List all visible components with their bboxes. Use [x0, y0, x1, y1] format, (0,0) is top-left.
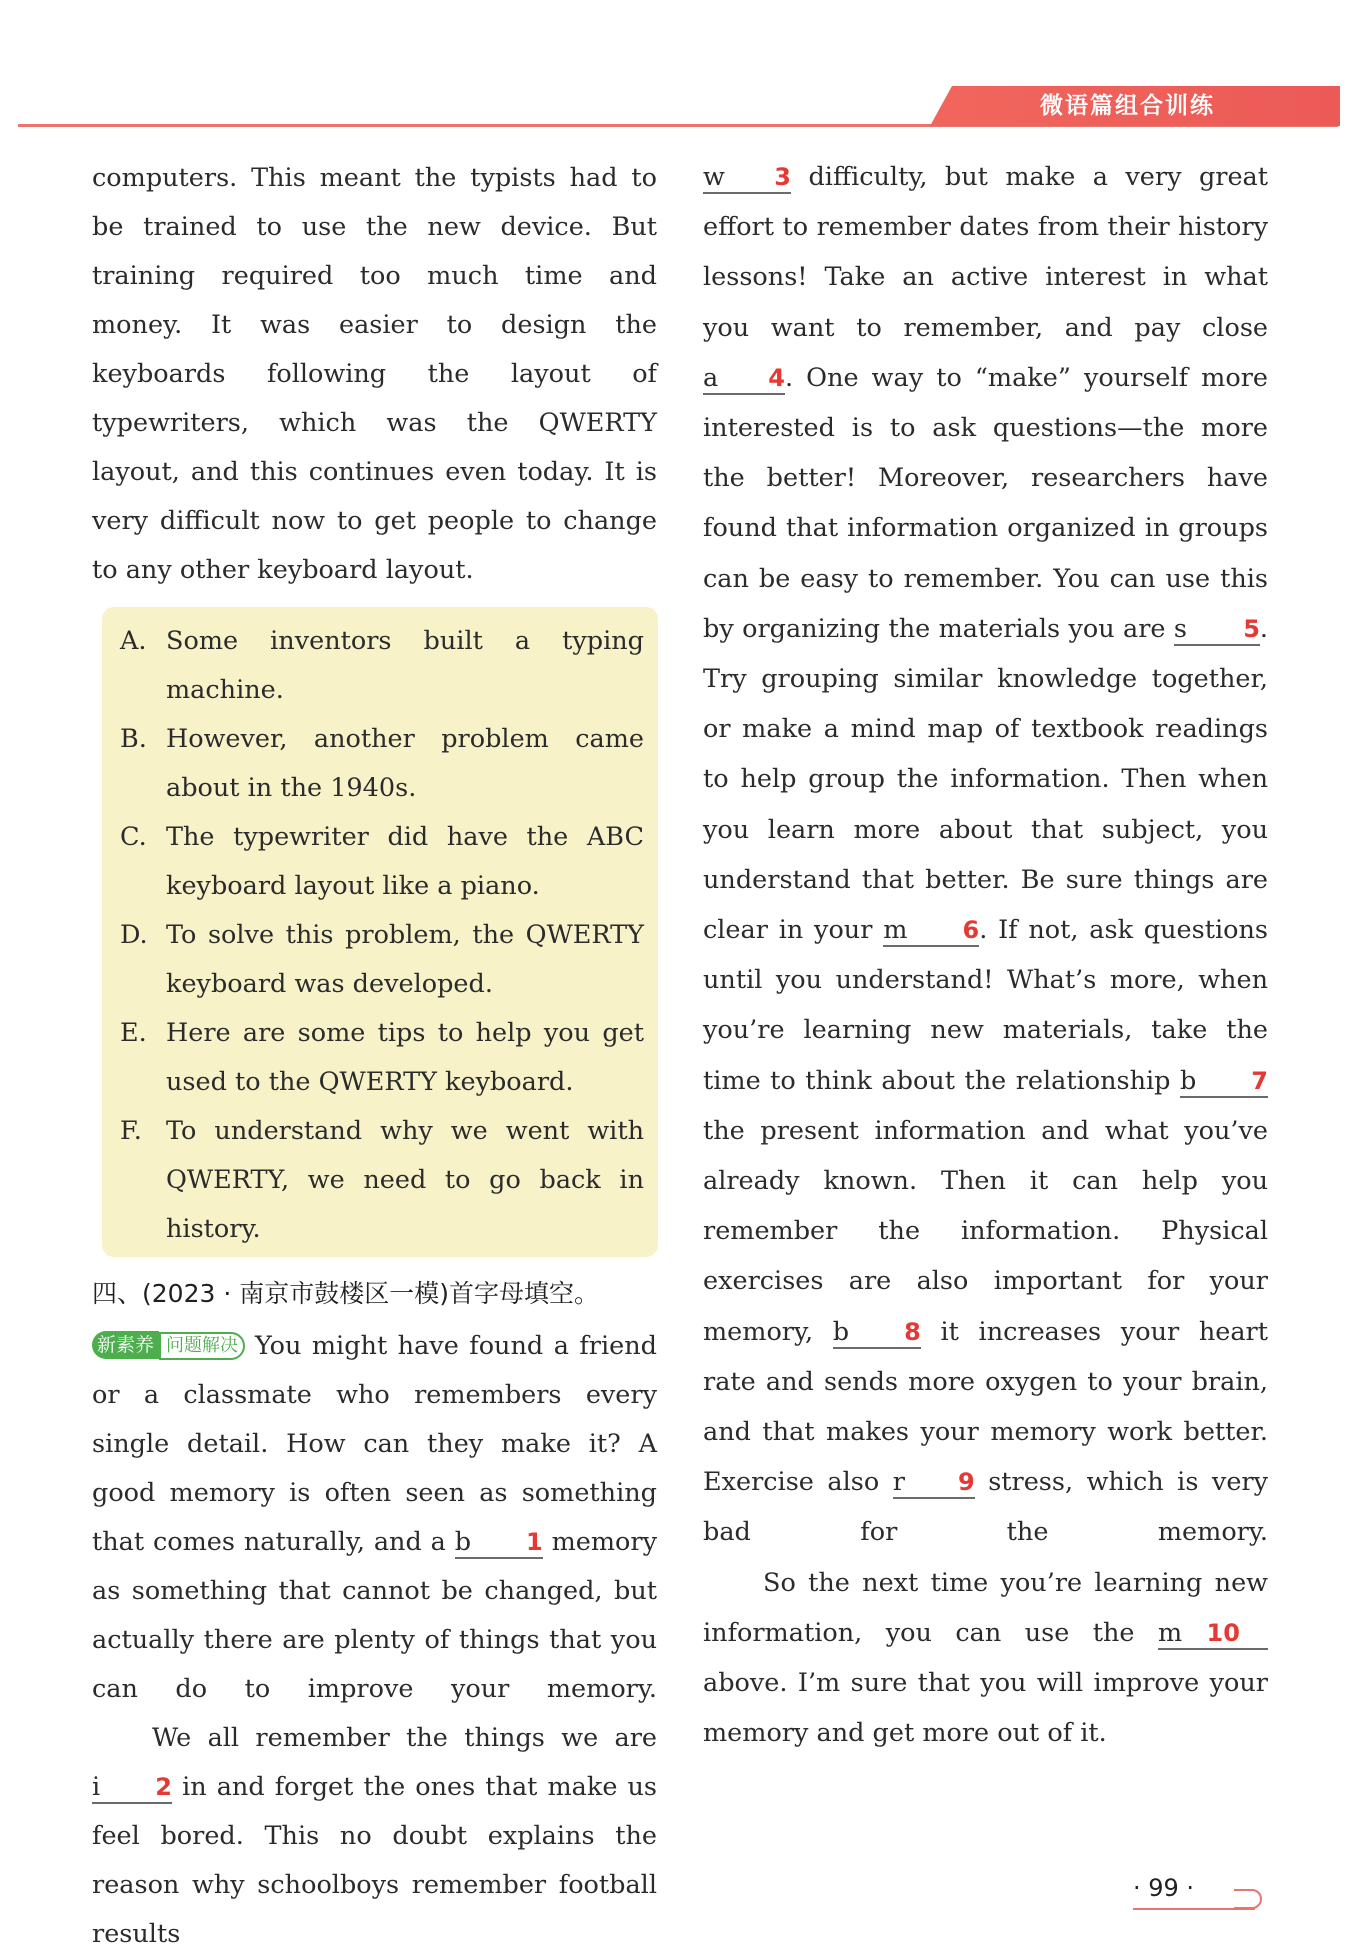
- option-letter: D.: [120, 920, 148, 950]
- page-number-text: · 99 ·: [1133, 1874, 1195, 1902]
- blank-10[interactable]: [1158, 1618, 1268, 1650]
- paragraph-1: [92, 1322, 657, 1714]
- paragraph-2-text-g: the present information and what you’ve already known. Then it can help you remember the information. Physical exercises are also important for your memory,: [703, 1115, 1268, 1347]
- option-b: [120, 715, 644, 813]
- paragraph-2-text-b: in and forget the ones that make us feel bored. This no doubt explains the reason why schoolboys remember football results: [92, 1772, 657, 1949]
- paragraph-3: [703, 1558, 1268, 1759]
- blank-number: 10: [1206, 1618, 1240, 1647]
- paragraph-2-start: [92, 1714, 657, 1959]
- passage-continued-text: computers. This meant the typists had to be trained to use the new device. But training required too much time and money. It was easier to design the keyboards following the layout of typewriters, which was the QWERTY layout, and this continues even today. It is very difficult now to get people to change to any other keyboard layout.: [92, 163, 657, 585]
- blank-8[interactable]: [833, 1317, 921, 1349]
- blank-letter: r: [892, 1467, 905, 1498]
- paragraph-2-text-a: We all remember the things we are: [152, 1723, 657, 1753]
- blank-number: 5: [1243, 614, 1260, 643]
- option-text: The typewriter did have the ABC keyboard layout like a piano.: [166, 822, 644, 901]
- blank-number: 2: [155, 1773, 172, 1801]
- passage-left: [92, 1322, 657, 1959]
- blank-number: 8: [904, 1317, 921, 1346]
- blank-letter: m: [883, 915, 908, 946]
- paragraph-2-text-e: . Try grouping similar knowledge together, or make a mind map of textbook readings to help group the information. Then when you learn more about that subject, you understand that better. Be sure things are clear in your: [703, 613, 1268, 946]
- paragraph-2-text-h: it increases your heart rate and sends more oxygen to your brain, and that makes your memory work better. Exercise also: [703, 1316, 1268, 1498]
- paragraph-1-text-a: You might have found a friend or a classmate who remembers every single detail. How can they make it? A good memory is often seen as something that comes naturally, and a: [92, 1331, 657, 1557]
- option-letter: E.: [120, 1018, 147, 1048]
- section-number: 四、: [92, 1279, 143, 1308]
- option-f: [120, 1107, 644, 1254]
- option-c: [120, 813, 644, 911]
- passage-right: [703, 152, 1268, 1759]
- blank-9[interactable]: [893, 1467, 975, 1499]
- option-d: [120, 911, 644, 1009]
- blank-number: 3: [774, 163, 791, 191]
- option-text: Here are some tips to help you get used to the QWERTY keyboard.: [166, 1018, 644, 1097]
- option-e: [120, 1009, 644, 1107]
- badge-problem-solving: 问题解决: [159, 1332, 245, 1360]
- blank-letter: w: [703, 162, 725, 192]
- blank-6[interactable]: [883, 915, 979, 947]
- left-column: [92, 154, 657, 595]
- page-corner-arc-icon: [1232, 1884, 1262, 1914]
- blank-number: 4: [768, 363, 785, 392]
- blank-5[interactable]: [1174, 614, 1260, 646]
- paragraph-3-text-b: above. I’m sure that you will improve your memory and get more out of it.: [703, 1668, 1268, 1749]
- option-text: To understand why we went with QWERTY, we need to go back in history.: [166, 1116, 644, 1244]
- option-letter: F.: [120, 1116, 142, 1146]
- option-letter: B.: [120, 724, 147, 754]
- blank-number: 1: [526, 1528, 543, 1556]
- option-text: However, another problem came about in the 1940s.: [166, 724, 644, 803]
- blank-letter: b: [1180, 1065, 1197, 1096]
- paragraph-2-text-c: difficulty, but make a very great effort to remember dates from their history lessons! Take an active interest in what you want to remember, and pay close: [703, 162, 1269, 343]
- section-source: (2023 · 南京市鼓楼区一模): [142, 1279, 449, 1308]
- blank-4[interactable]: [703, 363, 785, 395]
- blank-7[interactable]: [1180, 1066, 1268, 1098]
- paragraph-2-text-i: stress, which is very bad for the memory.: [703, 1467, 1269, 1548]
- blank-letter: s: [1173, 613, 1187, 644]
- blank-letter: i: [92, 1772, 101, 1802]
- header-title: 微语篇组合训练: [1040, 93, 1215, 119]
- blank-3[interactable]: [703, 162, 791, 194]
- blank-number: 6: [962, 916, 980, 945]
- blank-letter: a: [703, 362, 719, 393]
- blank-number: 7: [1251, 1066, 1268, 1095]
- option-text: To solve this problem, the QWERTY keyboard was developed.: [166, 920, 644, 999]
- blank-letter: b: [454, 1527, 472, 1557]
- paragraph-2-text-d: . One way to “make” yourself more interested is to ask questions—the more the better! Moreover, researchers have found that information organized in groups can be easy to remember. You can use this by organizing the materials you are: [703, 362, 1268, 644]
- option-a: [120, 617, 644, 715]
- option-text: Some inventors built a typing machine.: [166, 626, 644, 705]
- section-instruction: 首字母填空。: [449, 1279, 600, 1308]
- option-letter: C.: [120, 822, 147, 852]
- paragraph-2-continued: [703, 152, 1268, 1558]
- blank-letter: m: [1158, 1617, 1183, 1648]
- blank-1[interactable]: [455, 1527, 543, 1559]
- option-letter: A.: [120, 626, 147, 656]
- blank-number: 9: [957, 1468, 975, 1497]
- options-box: [102, 607, 658, 1257]
- paragraph-1-text-b: memory as something that cannot be changed, but actually there are plenty of things that you can do to improve your memory.: [92, 1527, 658, 1704]
- section-heading: [92, 1270, 662, 1318]
- blank-2[interactable]: [92, 1772, 172, 1804]
- paragraph-3-text-a: So the next time you’re learning new information, you can use the: [703, 1567, 1268, 1648]
- blank-letter: b: [832, 1316, 850, 1347]
- paragraph-2-text-f: . If not, ask questions until you understand! What’s more, when you’re learning new materials, take the time to think about the relationship: [703, 915, 1268, 1096]
- badge-new-literacy: 新素养: [92, 1331, 159, 1359]
